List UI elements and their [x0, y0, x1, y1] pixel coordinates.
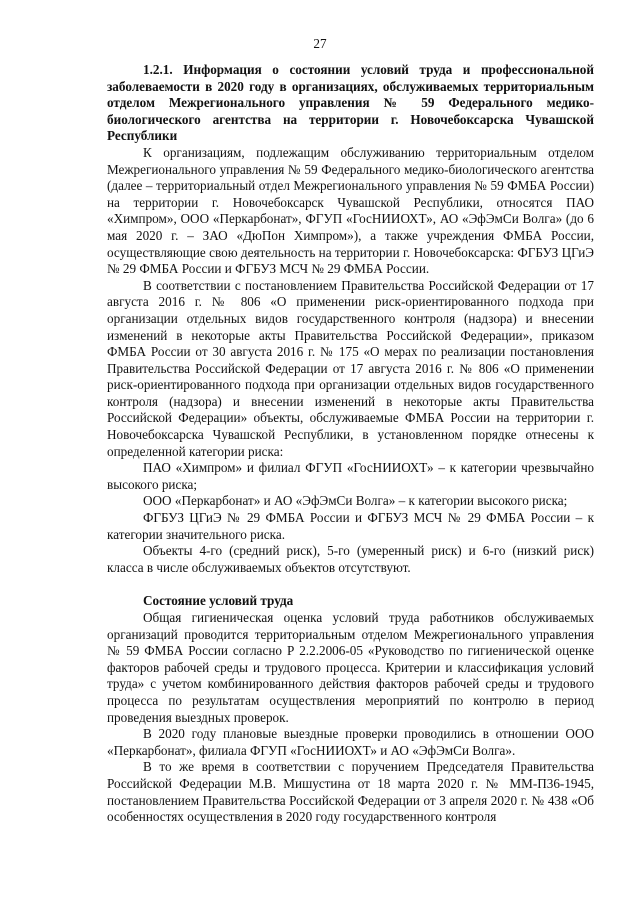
paragraph: В соответствии с постановлением Правительства Российской Федерации от 17 августа 2016 г. № 806 «О применении риск-ориентированного подхода при организации отдельных видов государственного контроля (надзора) и внесении изменений в некоторые акты Правительства Российской Федерации», приказом ФМБА России от 30 августа 2016 г. № 175 «О мерах по реализации постановления Правительства Российской Федерации от 17 августа 2016 г. № 806 «О применении риск-ориентированного подхода при организации отдельных видов государственного контроля (надзора) и внесении изменений в некоторые акты Правительства Российской Федерации» объекты, обслуживаемые ФМБА России на территории г. Новочебоксарска Чувашской Республики, в установленном порядке отнесены к определенной категории риска: [107, 277, 594, 459]
paragraph: В то же время в соответствии с поручением Председателя Правительства Российской Федерации М.В. Мишустина от 18 марта 2020 г. № ММ-П36-1945, постановлением Правительства Российской Федерации от 3 апреля 2020 г. № 438 «Об особенностях осуществления в 2020 году государственного контроля [107, 759, 594, 825]
paragraph: Общая гигиеническая оценка условий труда работников обслуживаемых организаций проводится территориальным отделом Межрегионального управления № 59 ФМБА России согласно Р 2.2.2006-05 «Руководство по гигиенической оценке факторов рабочей среды и трудового процесса. Критерии и классификация условий труда» с учетом комбинированного действия факторов рабочей среды и трудового процесса по результатам осуществления мероприятий по контролю в период проведения выездных проверок. [107, 610, 594, 725]
section-heading: 1.2.1. Информация о состоянии условий труда и профессиональной заболеваемости в 2020 году в организациях, обслуживаемых территориальным отделом Межрегионального управления № 59 Федерального медико-биологического агентства на территории г. Новочебоксарска Чувашской Республики [107, 62, 594, 144]
paragraph: Объекты 4-го (средний риск), 5-го (умеренный риск) и 6-го (низкий риск) класса в числе обслуживаемых объектов отсутствуют. [107, 543, 594, 575]
paragraph: ФГБУЗ ЦГиЭ № 29 ФМБА России и ФГБУЗ МСЧ № 29 ФМБА России – к категории значительного риска. [107, 510, 594, 542]
paragraph: ООО «Перкарбонат» и АО «ЭфЭмСи Волга» – к категории высокого риска; [143, 493, 568, 509]
page-number: 27 [313, 36, 327, 51]
paragraph: ПАО «Химпром» и филиал ФГУП «ГосНИИОХТ» – к категории чрезвычайно высокого риска; [107, 460, 594, 492]
subsection-heading: Состояние условий труда [143, 593, 294, 609]
paragraph: В 2020 году плановые выездные проверки проводились в отношении ООО «Перкарбонат», филиала ФГУП «ГосНИИОХТ» и АО «ЭфЭмСи Волга». [107, 726, 594, 758]
paragraph: К организациям, подлежащим обслуживанию территориальным отделом Межрегионального управления № 59 Федерального медико-биологического агентства (далее – территориальный отдел Межрегионального управления № 59 ФМБА России) на территории г. Новочебоксарск Чувашской Республики, относятся ПАО «Химпром», ООО «Перкарбонат», ФГУП «ГосНИИОХТ», АО «ЭфЭмСи Волга» (до 6 мая 2020 г. – ЗАО «ДюПон Химпром»), а также учреждения ФМБА России, осуществляющие свою деятельность на территории г. Новочебоксарска: ФГБУЗ ЦГиЭ № 29 ФМБА России и ФГБУЗ МСЧ № 29 ФМБА России. [107, 144, 594, 277]
page-content [107, 62, 594, 826]
